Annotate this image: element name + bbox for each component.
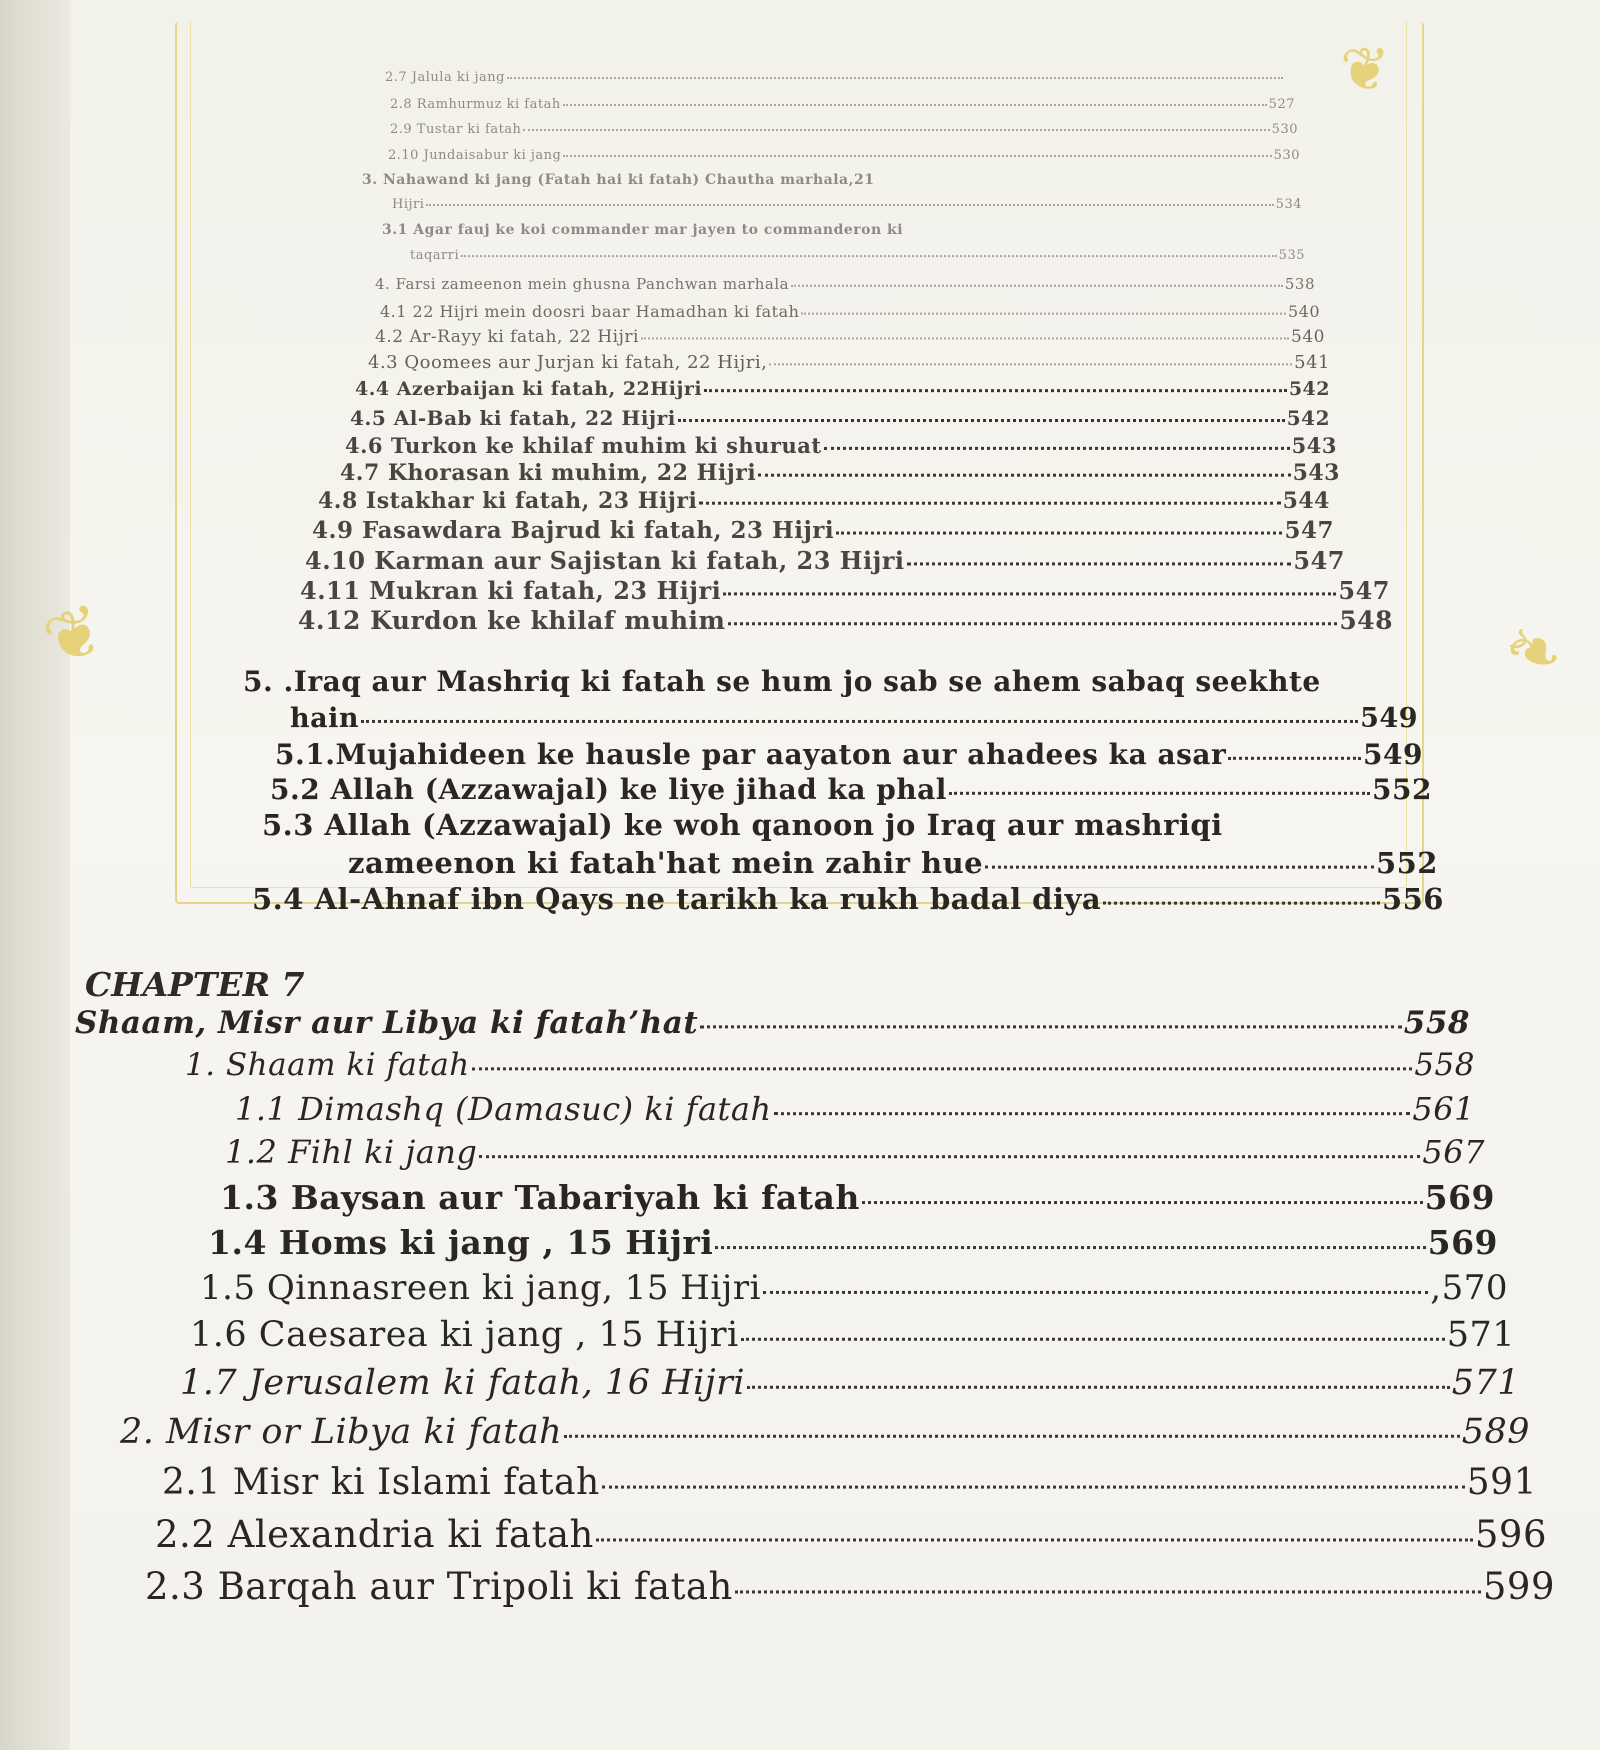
toc-entry-page: 541 [1294,352,1330,373]
leader-dots [985,848,1374,868]
toc-entry-wrapped-line: 3. Nahawand ki jang (Fatah hai ki fatah) Chautha marhala,21 [362,172,875,188]
toc-entry [312,517,1334,544]
toc-entry-page: 527 [1268,97,1295,112]
toc-entry-page: 548 [1339,606,1393,635]
toc-entry-page: 547 [1284,517,1334,544]
toc-entry [290,703,1418,734]
toc-entry [375,327,1325,347]
toc-entry [355,378,1330,400]
leader-dots [699,489,1280,505]
leader-dots [507,69,1283,79]
toc-entry-page: 561 [1412,1090,1475,1128]
toc-entry [185,1047,1475,1083]
leader-dots [791,276,1283,287]
toc-entry [380,302,1320,321]
toc-entry-label: 5.4 Al-Ahnaf ibn Qays ne tarikh ka rukh badal diya [252,882,1102,916]
leader-dots [836,518,1282,535]
leader-dots [949,775,1370,795]
leader-dots [461,247,1277,257]
toc-entry-label: 2. Misr or Libya ki fatah [120,1412,563,1452]
toc-entry [298,606,1393,635]
toc-entry-page: 558 [1414,1047,1475,1083]
toc-entry-page: 591 [1466,1462,1537,1503]
toc-entry-label: 5. .Iraq aur Mashriq ki fatah se hum jo sab se ahem sabaq seekhte [243,665,1321,698]
toc-entry-label: 1.1 Dimashq (Damasuc) ki fatah [235,1090,772,1128]
toc-entry [390,97,1295,112]
leader-dots [801,303,1286,315]
leader-dots [862,1181,1423,1204]
toc-entry [350,406,1330,430]
toc-entry-label: 4.11 Mukran ki fatah, 23 Hijri [300,576,722,605]
toc-entry-page: 543 [1291,433,1337,458]
toc-entry [190,1315,1515,1355]
toc-entry-label: 1.6 Caesarea ki jang , 15 Hijri [190,1315,739,1355]
toc-entry-label: 2.9 Tustar ki fatah [390,122,522,137]
toc-entry-page: 542 [1286,406,1330,430]
toc-entry [235,1090,1475,1128]
toc-entry-label: 5.1.Mujahideen ke hausle par aayaton aur ahadees ka asar [275,738,1227,771]
toc-entry-label: zameenon ki fatah'hat mein zahir hue [348,846,984,880]
toc-entry-page: 567 [1422,1133,1485,1171]
leader-dots [723,578,1336,595]
toc-entry-page: 589 [1461,1412,1530,1452]
toc-entry-label: 4.8 Istakhar ki fatah, 23 Hijri [318,488,698,514]
chapter-heading: CHAPTER 7 [85,965,305,1004]
flourish-ornament-right: ❧ [1492,601,1576,699]
toc-entry-label: 4. Farsi zameenon mein ghusna Panchwan marhala [375,275,790,293]
toc-entry-page: 543 [1292,460,1340,486]
toc-entry-page: 542 [1288,378,1330,400]
leader-dots [1228,740,1361,760]
leader-dots [907,548,1292,565]
leader-dots [1103,884,1380,904]
toc-entry-label: 4.2 Ar-Rayy ki fatah, 22 Hijri [375,327,639,347]
leader-dots [479,1136,1420,1158]
leader-dots [769,353,1292,366]
leader-dots [602,1464,1465,1489]
toc-entry-page: 538 [1284,275,1315,293]
toc-entry-page: 544 [1282,488,1330,514]
toc-entry-page: 571 [1451,1363,1520,1403]
toc-entry [252,882,1444,916]
toc-entry-label: 4.5 Al-Bab ki fatah, 22 Hijri [350,406,676,430]
toc-entry-page: ,570 [1430,1268,1508,1308]
toc-entry-page: 549 [1360,703,1418,734]
toc-entry-label: 4.9 Fasawdara Bajrud ki fatah, 23 Hijri [312,517,835,544]
toc-entry [145,1565,1555,1608]
toc-entry-label: 5.3 Allah (Azzawajal) ke woh qanoon jo Iraq aur mashriqi [262,808,1223,842]
toc-entry [220,1178,1495,1217]
toc-entry [180,1363,1520,1403]
toc-entry [392,197,1302,212]
toc-entry-label: 5.2 Allah (Azzawajal) ke liye jihad ka phal [270,773,947,806]
toc-entry-page: 599 [1482,1565,1555,1608]
leader-dots [758,461,1290,477]
toc-entry-page: 571 [1446,1315,1515,1355]
toc-entry-label: 2.1 Misr ki Islami fatah [162,1462,600,1503]
toc-entry-page: 547 [1293,546,1345,575]
toc-entry-label: 2.2 Alexandria ki fatah [155,1513,594,1556]
leader-dots [774,1093,1411,1115]
toc-entry-page: 549 [1363,738,1423,771]
toc-entry-label: 4.3 Qoomees aur Jurjan ki fatah, 22 Hijri, [368,352,768,373]
toc-entry-label: Hijri [392,197,425,212]
flourish-ornament-left: ❦ [32,586,116,684]
leader-dots [704,378,1287,392]
toc-entry-label: 1.5 Qinnasreen ki jang, 15 Hijri [200,1268,761,1308]
toc-entry-label: 2.10 Jundaisabur ki jang [388,148,562,163]
toc-entry-page: 552 [1372,773,1432,806]
toc-entry [208,1223,1498,1262]
leader-dots [735,1568,1481,1593]
toc-entry [200,1268,1508,1308]
leader-dots [596,1516,1473,1541]
toc-entry-label: 1.3 Baysan aur Tabariyah ki fatah [220,1178,860,1217]
leader-dots [523,121,1269,131]
leader-dots [426,196,1273,206]
toc-entry [410,248,1305,263]
toc-entry-page: 540 [1287,302,1320,321]
flourish-ornament-top: ❦ [1340,35,1391,105]
toc-entry-page: 534 [1275,197,1302,212]
toc-entry-label: 4.10 Karman aur Sajistan ki fatah, 23 Hijri [305,546,905,575]
leader-dots [741,1317,1445,1341]
toc-entry-label: 2.7 Jalula ki jang [385,70,505,85]
toc-entry-label: 2.8 Ramhurmuz ki fatah [390,97,561,112]
toc-entry [120,1412,1530,1452]
toc-entry-label: 4.1 22 Hijri mein doosri baar Hamadhan ki fatah [380,302,800,321]
toc-entry-label: 4.7 Khorasan ki muhim, 22 Hijri [340,460,757,486]
leader-dots [563,96,1267,106]
leader-dots [641,327,1289,339]
toc-entry-label: hain [290,703,360,734]
toc-entry-label: 1.7 Jerusalem ki fatah, 16 Hijri [180,1363,746,1403]
toc-entry [340,460,1340,486]
toc-entry-label: 4.6 Turkon ke khilaf muhim ki shuruat [345,433,822,458]
toc-entry-page: 569 [1424,1178,1495,1217]
toc-entry-page: 596 [1474,1513,1547,1556]
leader-dots [715,1226,1425,1249]
toc-entry-page: 569 [1427,1223,1498,1262]
toc-entry-label: 1.4 Homs ki jang , 15 Hijri [208,1223,714,1262]
toc-entry-page: 530 [1271,122,1298,137]
leader-dots [472,1049,1413,1071]
toc-entry-label: 1. Shaam ki fatah [185,1047,470,1083]
toc-entry [225,1133,1485,1171]
toc-entry-page: 558 [1403,1005,1470,1041]
toc-entry-page: 530 [1273,148,1300,163]
toc-entry-wrapped-line: 3.1 Agar fauj ke koi commander mar jayen to commanderon ki [382,222,904,238]
toc-entry-label: 2.3 Barqah aur Tripoli ki fatah [145,1565,733,1608]
toc-entry [390,122,1298,137]
toc-entry [155,1513,1547,1556]
toc-entry-label: 4.12 Kurdon ke khilaf muhim [298,606,726,635]
leader-dots [700,1007,1402,1029]
toc-entry-label: taqarri [410,248,460,263]
toc-entry [275,738,1423,771]
leader-dots [824,434,1290,450]
toc-entry [300,576,1390,605]
toc-entry-page: 540 [1291,327,1325,347]
toc-entry [368,352,1330,373]
toc-entry [375,275,1315,293]
leader-dots [563,147,1271,157]
toc-entry-page: 547 [1338,576,1390,605]
toc-entry [318,488,1330,514]
toc-entry-page: 556 [1381,882,1444,916]
toc-entry [345,433,1337,458]
leader-dots [361,704,1358,723]
leader-dots [763,1271,1428,1294]
leader-dots [747,1365,1450,1389]
leader-dots [678,407,1285,422]
toc-entry [270,773,1432,806]
toc-entry-label: 4.4 Azerbaijan ki fatah, 22Hijri [355,378,703,400]
toc-entry-label: 1.2 Fihl ki jang [225,1133,478,1171]
toc-entry [385,70,1285,85]
toc-entry [162,1462,1537,1503]
toc-entry [348,846,1438,880]
chapter-title-entry [75,1005,1470,1041]
toc-entry [388,148,1300,163]
leader-dots [564,1414,1459,1438]
toc-entry-page: 552 [1375,846,1438,880]
leader-dots [728,607,1338,625]
toc-entry-page: 535 [1278,248,1305,263]
toc-entry [305,546,1345,575]
toc-entry-label: Shaam, Misr aur Libya ki fatah’hat [75,1005,699,1041]
